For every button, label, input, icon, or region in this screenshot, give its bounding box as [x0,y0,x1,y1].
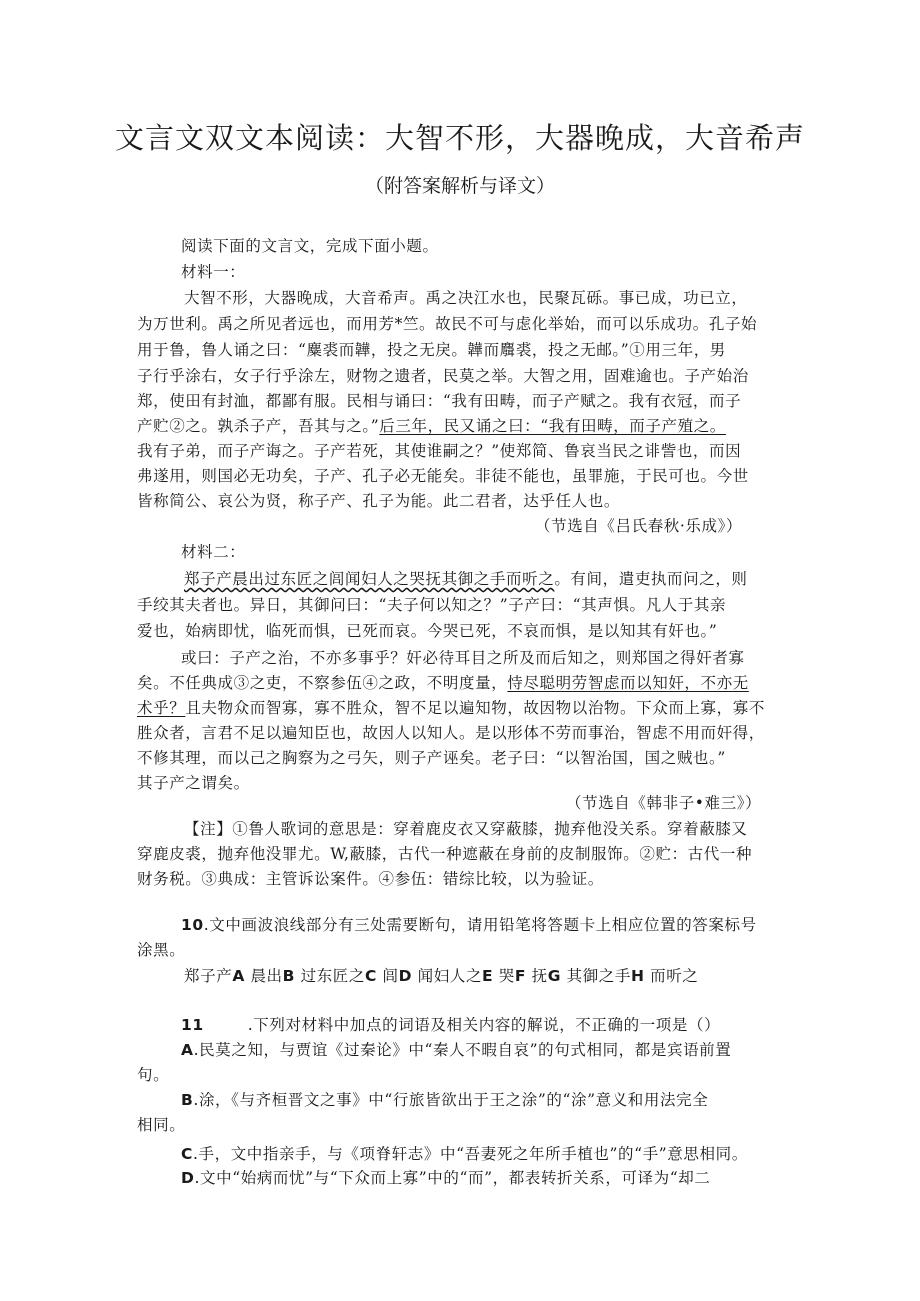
document-subtitle: （附答案解析与译文） [364,175,555,197]
material1-line: 郑，使田有封洫，都鄙有服。民相与诵曰：“我有田畴，而子产赋之。我有衣冠，而子 [137,392,742,410]
material1-line: 我有子弟，而子产诲之。子产若死，其使谁嗣之？”使郑简、鲁哀当民之诽訾也，而因 [137,442,742,460]
option-mark[interactable]: C [365,967,377,985]
wavy-underlined-passage: 郑子产晨出过东匠之闾闻妇人之哭抚其御之手而听之 [184,570,555,588]
material2-line: 手绞其夫者也。异日，其御问曰：“夫子何以知之？”子产曰：“其声惧。凡人于其亲 [137,596,727,614]
option-mark[interactable]: A [232,967,245,985]
material1-line: 大智不形，大器晚成，大音希声。禹之决江水也，民聚瓦砾。事已成，功已立， [184,289,748,307]
option-mark[interactable]: F [514,967,527,985]
material2-line: 或曰：子产之治，不亦多事乎？奸必待耳目之所及而后知之，则郑国之得奸者寡 [181,649,745,667]
option-B-cont: 相同。 [137,1116,186,1134]
material1-line: 为万世利。禹之所见者远也，而用芳*竺。故民不可与虑化举始，而可以乐成功。孔子始 [137,315,758,333]
option-A[interactable]: A.民莫之知，与贾谊《过秦论》中“秦人不暇自哀”的句式相同，都是宾语前置 [181,1041,732,1059]
material1-label: 材料一： [181,263,246,281]
material2-line [137,696,765,720]
question-10-line: 涂黑。 [137,941,186,959]
question-number: 10 [181,916,204,934]
option-mark[interactable]: G [547,967,562,985]
material1-line [137,414,726,438]
option-B[interactable]: B.涂，《与齐桓晋文之事》中“行旅皆欲出于王之涂”的“涂”意义和用法完全 [181,1091,709,1109]
option-A-cont: 句。 [137,1066,170,1084]
material1-line: 弗遂用，则国必无功矣，子产、孔子必无能矣。非徒不能也，虽罪施，于民可也。今世 [137,467,749,485]
question-stem: .下列对材料中加点的词语及相关内容的解说，不正确的一项是（） [247,1016,721,1034]
option-mark[interactable]: E [482,967,494,985]
material2-line: 爱也，始病即忧，临死而惧，已死而哀。今哭已死，不哀而惧，是以知其有奸也。” [137,622,718,640]
material2-text: 矣。不任典成③之吏，不察参伍④之政，不明度量， [137,674,508,692]
instruction: 阅读下面的文言文，完成下面小题。 [181,237,439,255]
material2-line: 胜众者，言君不足以遍知臣也，故因人以知人。是以形体不劳而事治，智虑不用而奸得， [137,724,765,742]
material2-line [184,567,748,591]
material1-text: 产贮②之。孰杀子产，吾其与之。” [137,417,380,435]
material1-underlined-sentence: 后三年，民又诵之曰：“我有田畴，而子产殖之。 [379,417,726,435]
question-stem: .文中画波浪线部分有三处需要断句，请用铅笔将答题卡上相应位置的答案标号 [203,916,757,934]
material2-source: （节选自《韩非子•难三》） [566,794,762,812]
question-11 [181,1013,720,1037]
document-title: 文言文双文本阅读：大智不形，大器晚成，大音希声 [114,121,805,155]
option-mark[interactable]: H [631,967,645,985]
option-mark[interactable]: B [282,967,296,985]
material2-underlined-sentence: 恃尽聪明劳智虑而以知奸，不亦无 [507,674,749,692]
question-10-options: 郑子产A 晨出B 过东匠之C 闾D 闻妇人之E 哭F 抚G 其御之手H 而听之 [184,967,699,985]
option-C[interactable]: C.手，文中指亲手，与《项脊轩志》中“吾妻死之年所手植也”的“手”意思相同。 [181,1145,748,1163]
question-number: 11 [181,1016,204,1034]
notes-line: 穿鹿皮裘，抛弃他没罪尤。W,蔽膝，古代一种遮蔽在身前的皮制服饰。②贮：古代一种 [137,845,753,863]
material2-text: 且夫物众而智寡，寡不胜众，智不足以遍知物，故因物以治物。下众而上寡，寡不 [185,699,765,717]
question-10 [181,913,757,937]
material2-label: 材料二： [181,543,246,561]
material1-line: 用于鲁，鲁人诵之曰：“麋裘而韡，投之无戾。韡而麛裘，投之无邮。”①用三年，男 [137,341,726,359]
notes-line: 【注】①鲁人歌词的意思是：穿着鹿皮衣又穿蔽膝，抛弃他没关系。穿着蔽膝又 [184,820,748,838]
material2-underlined-sentence-end: 术乎？ [137,699,186,717]
material1-line: 子行乎涂右，女子行乎涂左，财物之遗者，民莫之举。大智之用，固难逾也。子产始治 [137,367,749,385]
option-mark[interactable]: D [398,967,413,985]
material2-line: 其子产之谓矣。 [137,774,250,792]
material2-line [137,671,749,695]
material2-line: 不修其理，而以己之胸察为之弓矢，则子产诬矣。老子曰：“以智治国，国之贼也。” [137,749,726,767]
notes-line: 财务税。③典成：主管诉讼案件。④参伍：错综比较，以为验证。 [137,870,604,888]
option-D[interactable]: D.文中“始病而忧”与“下众而上寡”中的“而”，都表转折关系，可译为“却二 [181,1169,711,1187]
material1-source: （节选自《吕氏春秋·乐成》） [535,517,743,535]
material1-line: 皆称简公、哀公为贤，称子产、孔子为能。此二君者，达乎任人也。 [137,492,621,510]
material2-text: 。有间，遣吏执而问之，则 [554,570,748,588]
